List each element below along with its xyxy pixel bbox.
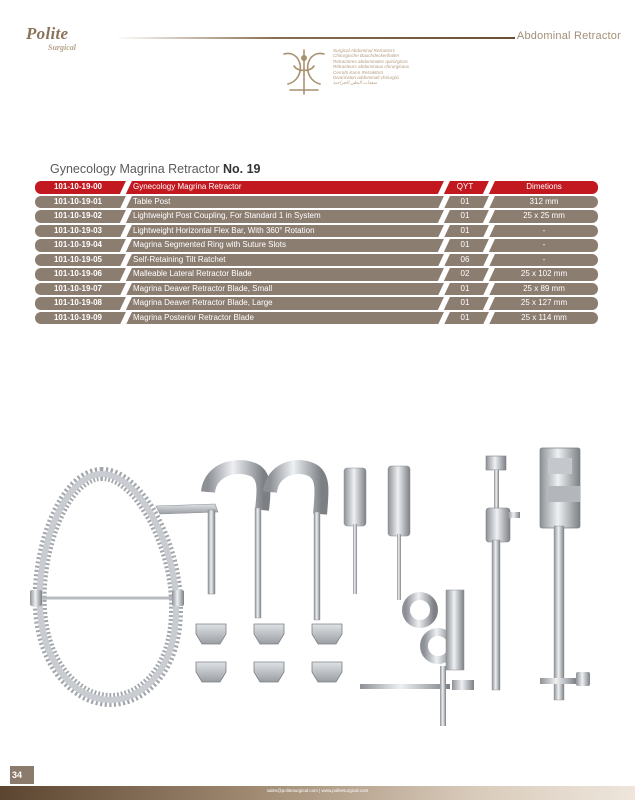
flex-bar-icon [486, 456, 520, 690]
product-title [50, 162, 261, 176]
item-code: 101-10-19-05 [53, 254, 103, 264]
item-dimensions: - [542, 225, 546, 235]
header-rule [115, 37, 515, 39]
table-post-icon [540, 448, 590, 700]
item-description: Magrina Deaver Retractor Blade, Large [133, 298, 273, 307]
item-description: Self-Retaining Tilt Ratchet [133, 254, 226, 264]
tilt-ratchet-icon [196, 624, 342, 682]
table-row [35, 238, 598, 253]
product-title-text: Gynecology Magrina Retractor [50, 162, 223, 176]
set-description: Gynecology Magrina Retractor [133, 182, 242, 191]
brand-name: Polite [26, 24, 69, 43]
item-description: Magrina Posterior Retractor Blade [133, 312, 254, 322]
table-row [35, 195, 598, 210]
multilang-line: Retractores abdominales quirúrgicos [333, 58, 408, 64]
item-qty: 06 [460, 254, 470, 264]
multilanguage-caption [333, 48, 493, 86]
multilang-line: Rétracteurs abdominaux chirurgicaux [333, 64, 410, 70]
item-code: 101-10-19-09 [53, 312, 103, 322]
table-row [35, 209, 598, 224]
item-code: 101-10-19-04 [53, 240, 103, 249]
footer-contact: sales@politesurgical.com | www.politesurgical.com [266, 788, 369, 793]
post-coupling-icon [360, 590, 474, 726]
item-qty: 01 [460, 312, 470, 322]
item-dimensions: - [542, 254, 546, 264]
multilang-line: Surgical Abdominal Retractors [333, 48, 395, 53]
item-dimensions: 25 x 114 mm [521, 312, 567, 322]
deaver-blade-large-icon [270, 467, 322, 620]
item-qty: 02 [460, 269, 470, 278]
multilang-line: Chirurgische Bauchdeckenhalter [333, 53, 400, 59]
table-row [35, 296, 598, 311]
item-dimensions: 25 x 127 mm [520, 298, 568, 307]
item-code: 101-10-19-02 [53, 211, 103, 220]
item-code: 101-10-19-01 [53, 196, 103, 206]
item-description: Lightweight Horizontal Flex Bar, With 360° Rotation [133, 225, 315, 235]
item-dimensions: 25 x 102 mm [520, 269, 568, 278]
page-category-title: Abdominal Retractor [516, 30, 621, 42]
table-row [35, 224, 598, 239]
dimensions-column-header: Dimetions [526, 182, 562, 191]
multilang-line: Divaricatori addominali chirurgici [333, 75, 400, 81]
retractor-set-illustration [0, 440, 635, 760]
item-code: 101-10-19-06 [53, 269, 103, 278]
table-row [35, 267, 598, 282]
table-header-row [35, 180, 598, 195]
item-description: Lightweight Post Coupling, For Standard 1 in System [133, 211, 321, 220]
brand-logo [26, 24, 96, 56]
set-code: 101-10-19-00 [53, 182, 103, 191]
brand-subtitle: Surgical [48, 43, 77, 52]
page-number: 34 [12, 770, 23, 780]
item-code: 101-10-19-07 [53, 283, 103, 293]
item-description: Malleable Lateral Retractor Blade [133, 269, 252, 278]
item-description: Magrina Deaver Retractor Blade, Small [133, 283, 273, 293]
deaver-blade-small-icon [208, 467, 264, 618]
item-qty: 01 [460, 225, 470, 235]
table-row [35, 282, 598, 297]
item-code: 101-10-19-08 [53, 298, 103, 307]
item-qty: 01 [460, 240, 470, 249]
item-dimensions: 25 x 25 mm [523, 211, 565, 220]
product-number: No. 19 [223, 162, 261, 176]
retractor-emblem-icon [278, 46, 330, 98]
item-qty: 01 [460, 298, 470, 307]
item-description: Table Post [133, 196, 171, 206]
item-qty: 01 [460, 211, 470, 220]
item-dimensions: 312 mm [529, 196, 559, 206]
table-row [35, 253, 598, 268]
item-description: Magrina Segmented Ring with Suture Slots [133, 240, 286, 249]
parts-table [35, 180, 598, 325]
qty-column-header: QYT [456, 182, 474, 191]
posterior-blade-icon [344, 466, 410, 600]
item-dimensions: 25 x 89 mm [523, 283, 565, 293]
table-row [35, 311, 598, 326]
multilang-line: Cerrahi Karın Retraktörü [333, 69, 384, 75]
item-code: 101-10-19-03 [53, 225, 103, 235]
multilang-line: مبعدات البطن الجراحية [333, 80, 378, 86]
item-dimensions: - [542, 240, 546, 249]
item-qty: 01 [460, 283, 470, 293]
item-qty: 01 [460, 196, 470, 206]
